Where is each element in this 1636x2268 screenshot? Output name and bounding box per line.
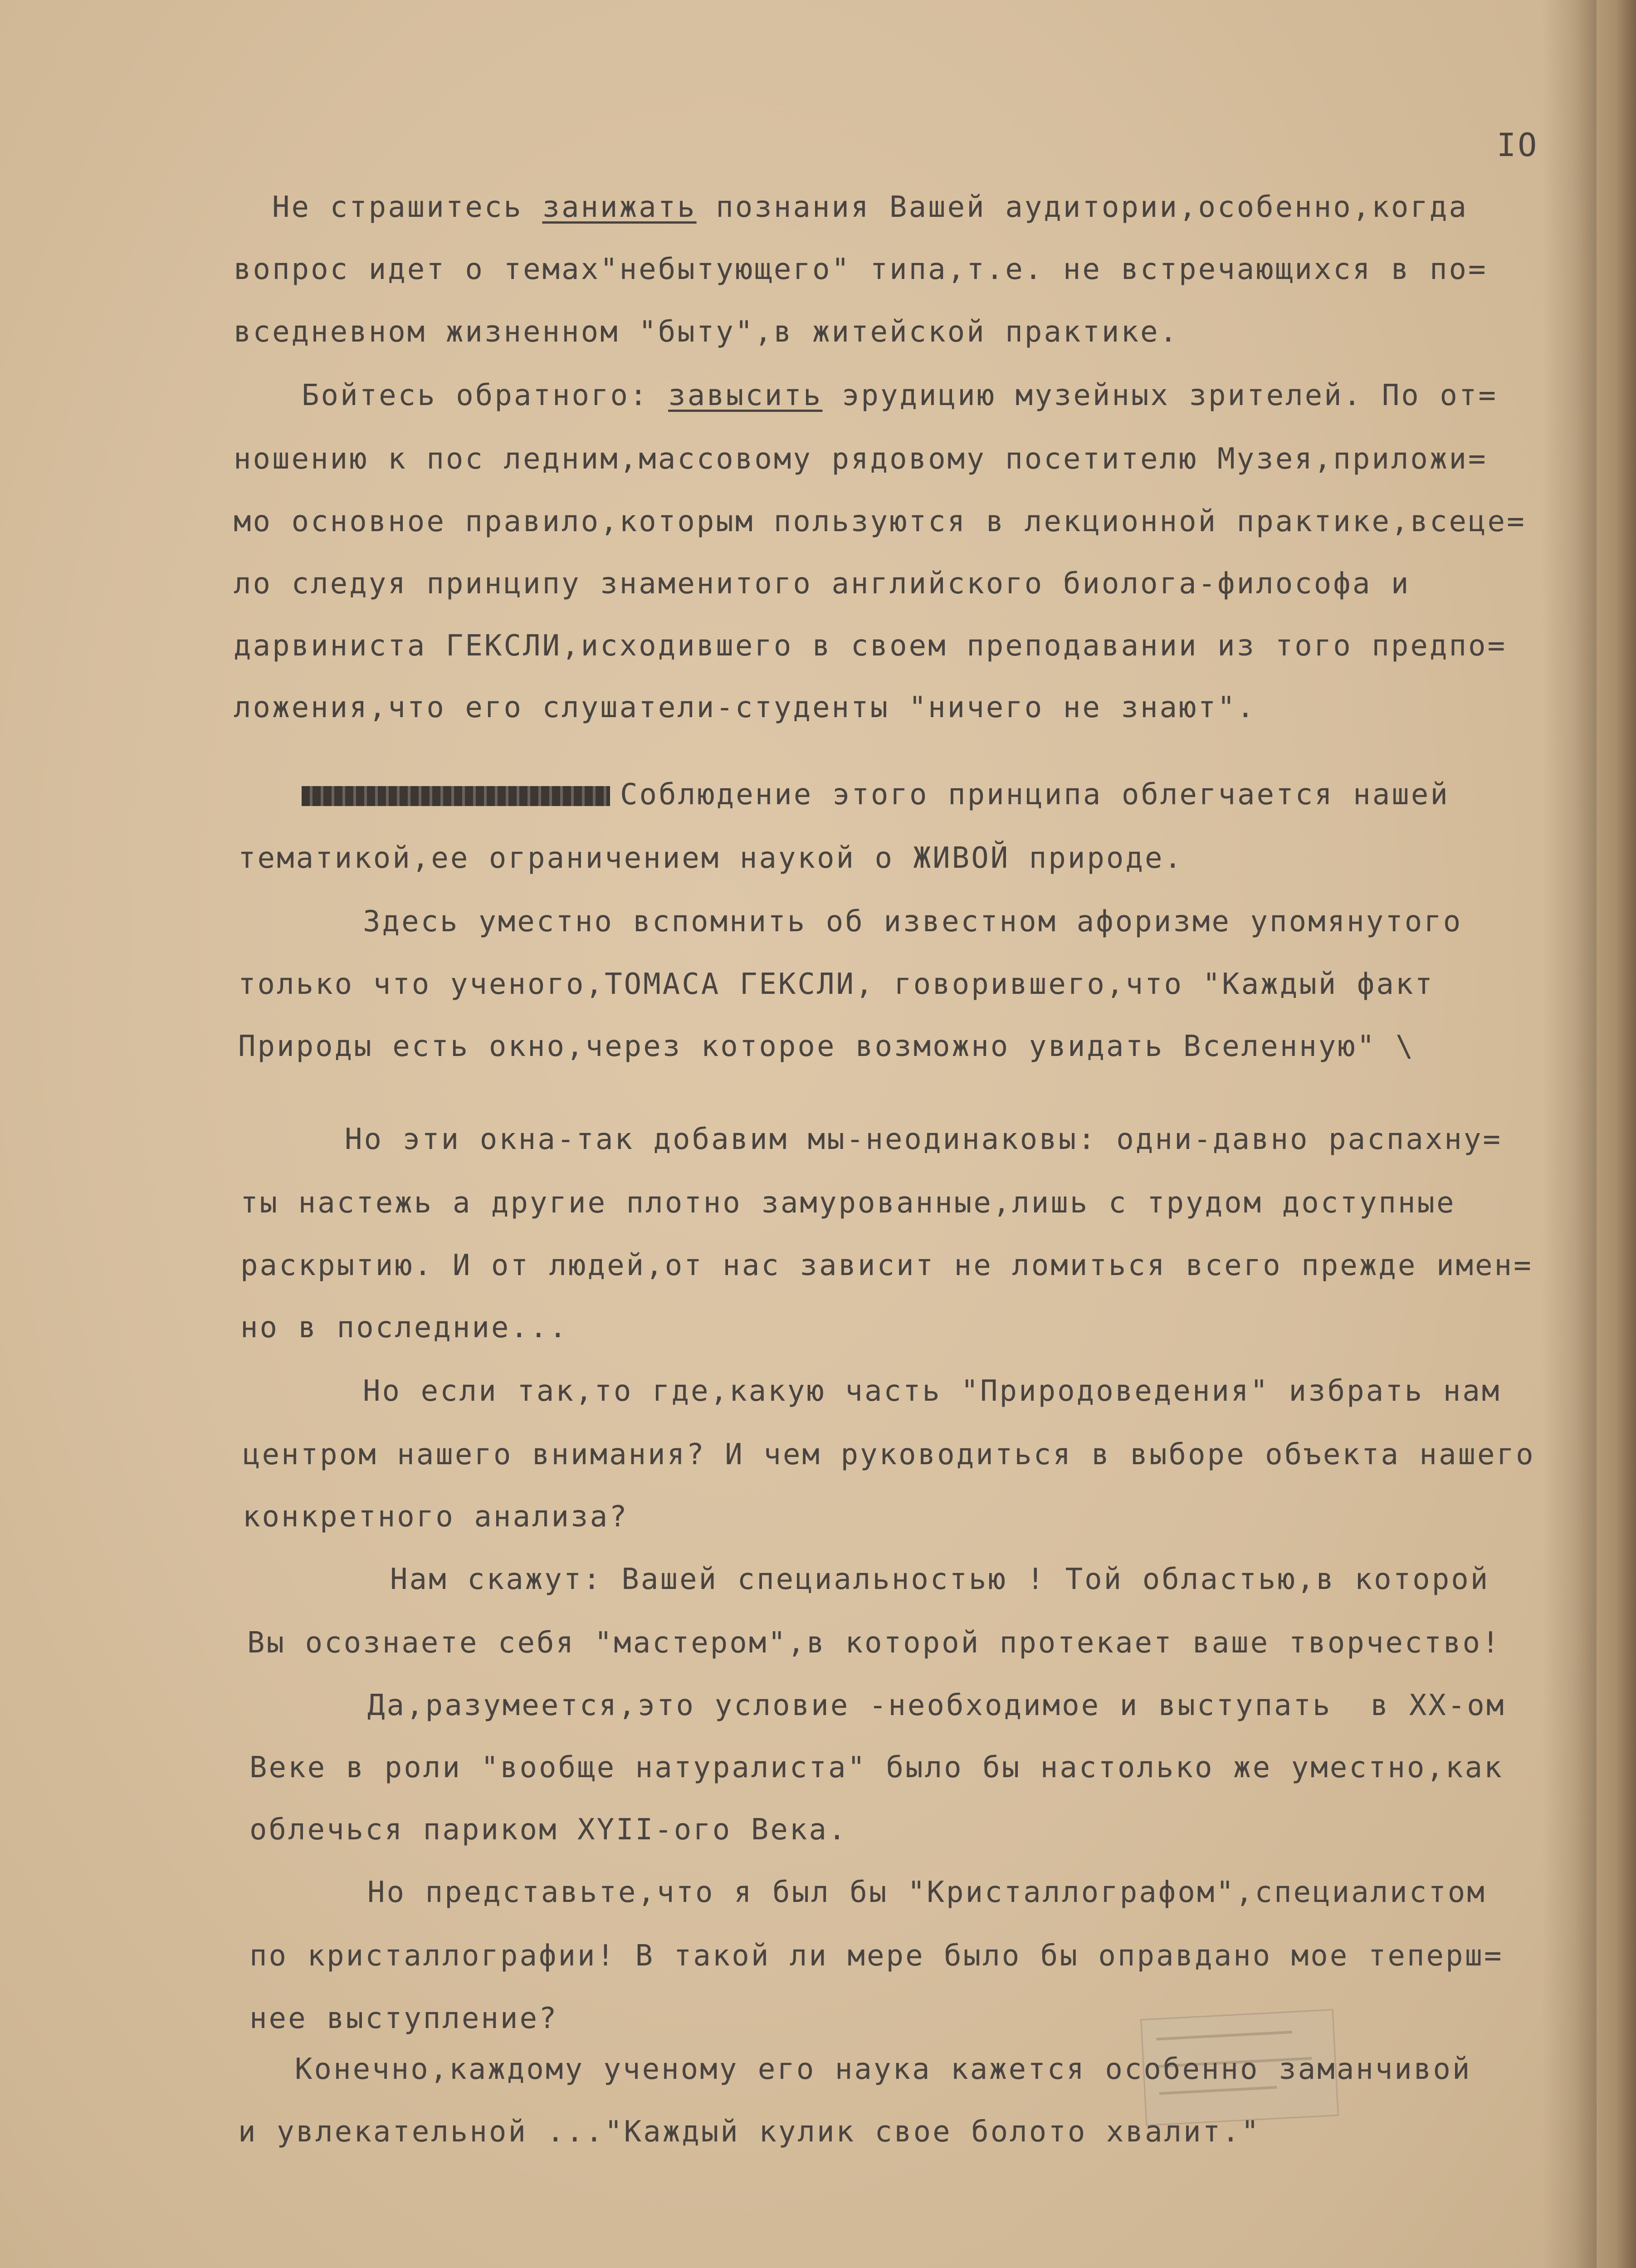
text-line-17: раскрытию. И от людей,от нас зависит не ломиться всего прежде имен= xyxy=(240,1249,1533,1282)
text-segment: Соблюдение этого принципа облегчается нашей xyxy=(620,778,1450,811)
text-segment: Бойтесь обратного: xyxy=(302,379,669,412)
text-line-24: Да,разумеется,это условие -необходимое и выступать в XX-ом xyxy=(367,1689,1506,1722)
text-line-23: Вы осознаете себя "мастером",в которой протекает ваше творчество! xyxy=(247,1626,1501,1660)
text-segment: познания Вашей аудитории,особенно,когда xyxy=(696,191,1468,224)
text-line-27: Но представьте,что я был бы "Кристаллографом",специалистом xyxy=(367,1876,1486,1909)
text-line-19: Но если так,то где,какую часть "Природоведения" избрать нам xyxy=(363,1374,1501,1408)
text-segment: эрудицию музейных зрителей. По от= xyxy=(822,379,1498,412)
text-line-25: Веке в роли "вообще натуралиста" было бы настолько же уместно,как xyxy=(249,1751,1504,1784)
text-line-7: ло следуя принципу знаменитого английского биолога-философа и xyxy=(234,567,1411,601)
text-line-22: Нам скажут: Вашей специальностью ! Той областью,в которой xyxy=(390,1563,1490,1596)
text-line-30: Конечно,каждому ученому его наука кажется особенно заманчивой xyxy=(295,2053,1472,2086)
text-line-29: нее выступление? xyxy=(249,2002,558,2035)
text-line-8: дарвиниста ГЕКСЛИ,исходившего в своем преподавании из того предпо= xyxy=(234,629,1507,663)
text-line-18: но в последние... xyxy=(240,1311,569,1344)
text-line-26: облечься париком XYII-ого Века. xyxy=(249,1813,848,1847)
text-line-28: по кристаллографии! В такой ли мере было бы оправдано мое теперш= xyxy=(249,1939,1504,1973)
text-segment: Не страшитесь xyxy=(272,191,542,224)
text-line-2: вопрос идет о темах"небытующего" типа,т.е. не встречающихся в по= xyxy=(234,253,1488,286)
text-line-6: мо основное правило,которым пользуются в лекционной практике,всеце= xyxy=(234,505,1526,538)
underlying-pages xyxy=(1597,0,1636,2268)
text-line-11: тематикой,ее ограничением наукой о ЖИВОЙ природе. xyxy=(238,841,1184,875)
page-edge-shadow xyxy=(1542,0,1597,2268)
text-line-3: вседневном жизненном "быту",в житейской практике. xyxy=(234,315,1179,349)
text-line-10 xyxy=(302,780,1450,809)
text-line-9: ложения,что его слушатели-студенты "ничего не знают". xyxy=(234,691,1256,724)
text-line-14: Природы есть окно,через которое возможно увидать Вселенную" \ xyxy=(238,1030,1415,1063)
text-line-13: только что ученого,ТОМАСА ГЕКСЛИ, говорившего,что "Каждый факт xyxy=(238,968,1434,1001)
text-line-31: и увлекательной ..."Каждый кулик свое болото хвалит." xyxy=(238,2115,1261,2149)
underlined-word: завысить xyxy=(668,379,823,412)
underlined-word: занижать xyxy=(542,191,697,224)
text-line-15: Но эти окна-так добавим мы-неодинаковы: одни-давно распахну= xyxy=(345,1123,1502,1156)
text-line-21: конкретного анализа? xyxy=(243,1500,629,1534)
text-line-12: Здесь уместно вспомнить об известном афоризме упомянутого xyxy=(363,905,1463,938)
struck-out-text xyxy=(302,786,610,806)
text-line-5: ношению к пос ледним,массовому рядовому посетителю Музея,приложи= xyxy=(234,442,1488,476)
text-line-16: ты настежь а другие плотно замурованные,лишь с трудом доступные xyxy=(240,1186,1456,1220)
page-number: IO xyxy=(1497,127,1539,164)
text-line-20: центром нашего внимания? И чем руководиться в выборе объекта нашего xyxy=(243,1438,1535,1471)
text-line-4 xyxy=(302,381,1498,410)
text-line-1 xyxy=(272,193,1468,222)
